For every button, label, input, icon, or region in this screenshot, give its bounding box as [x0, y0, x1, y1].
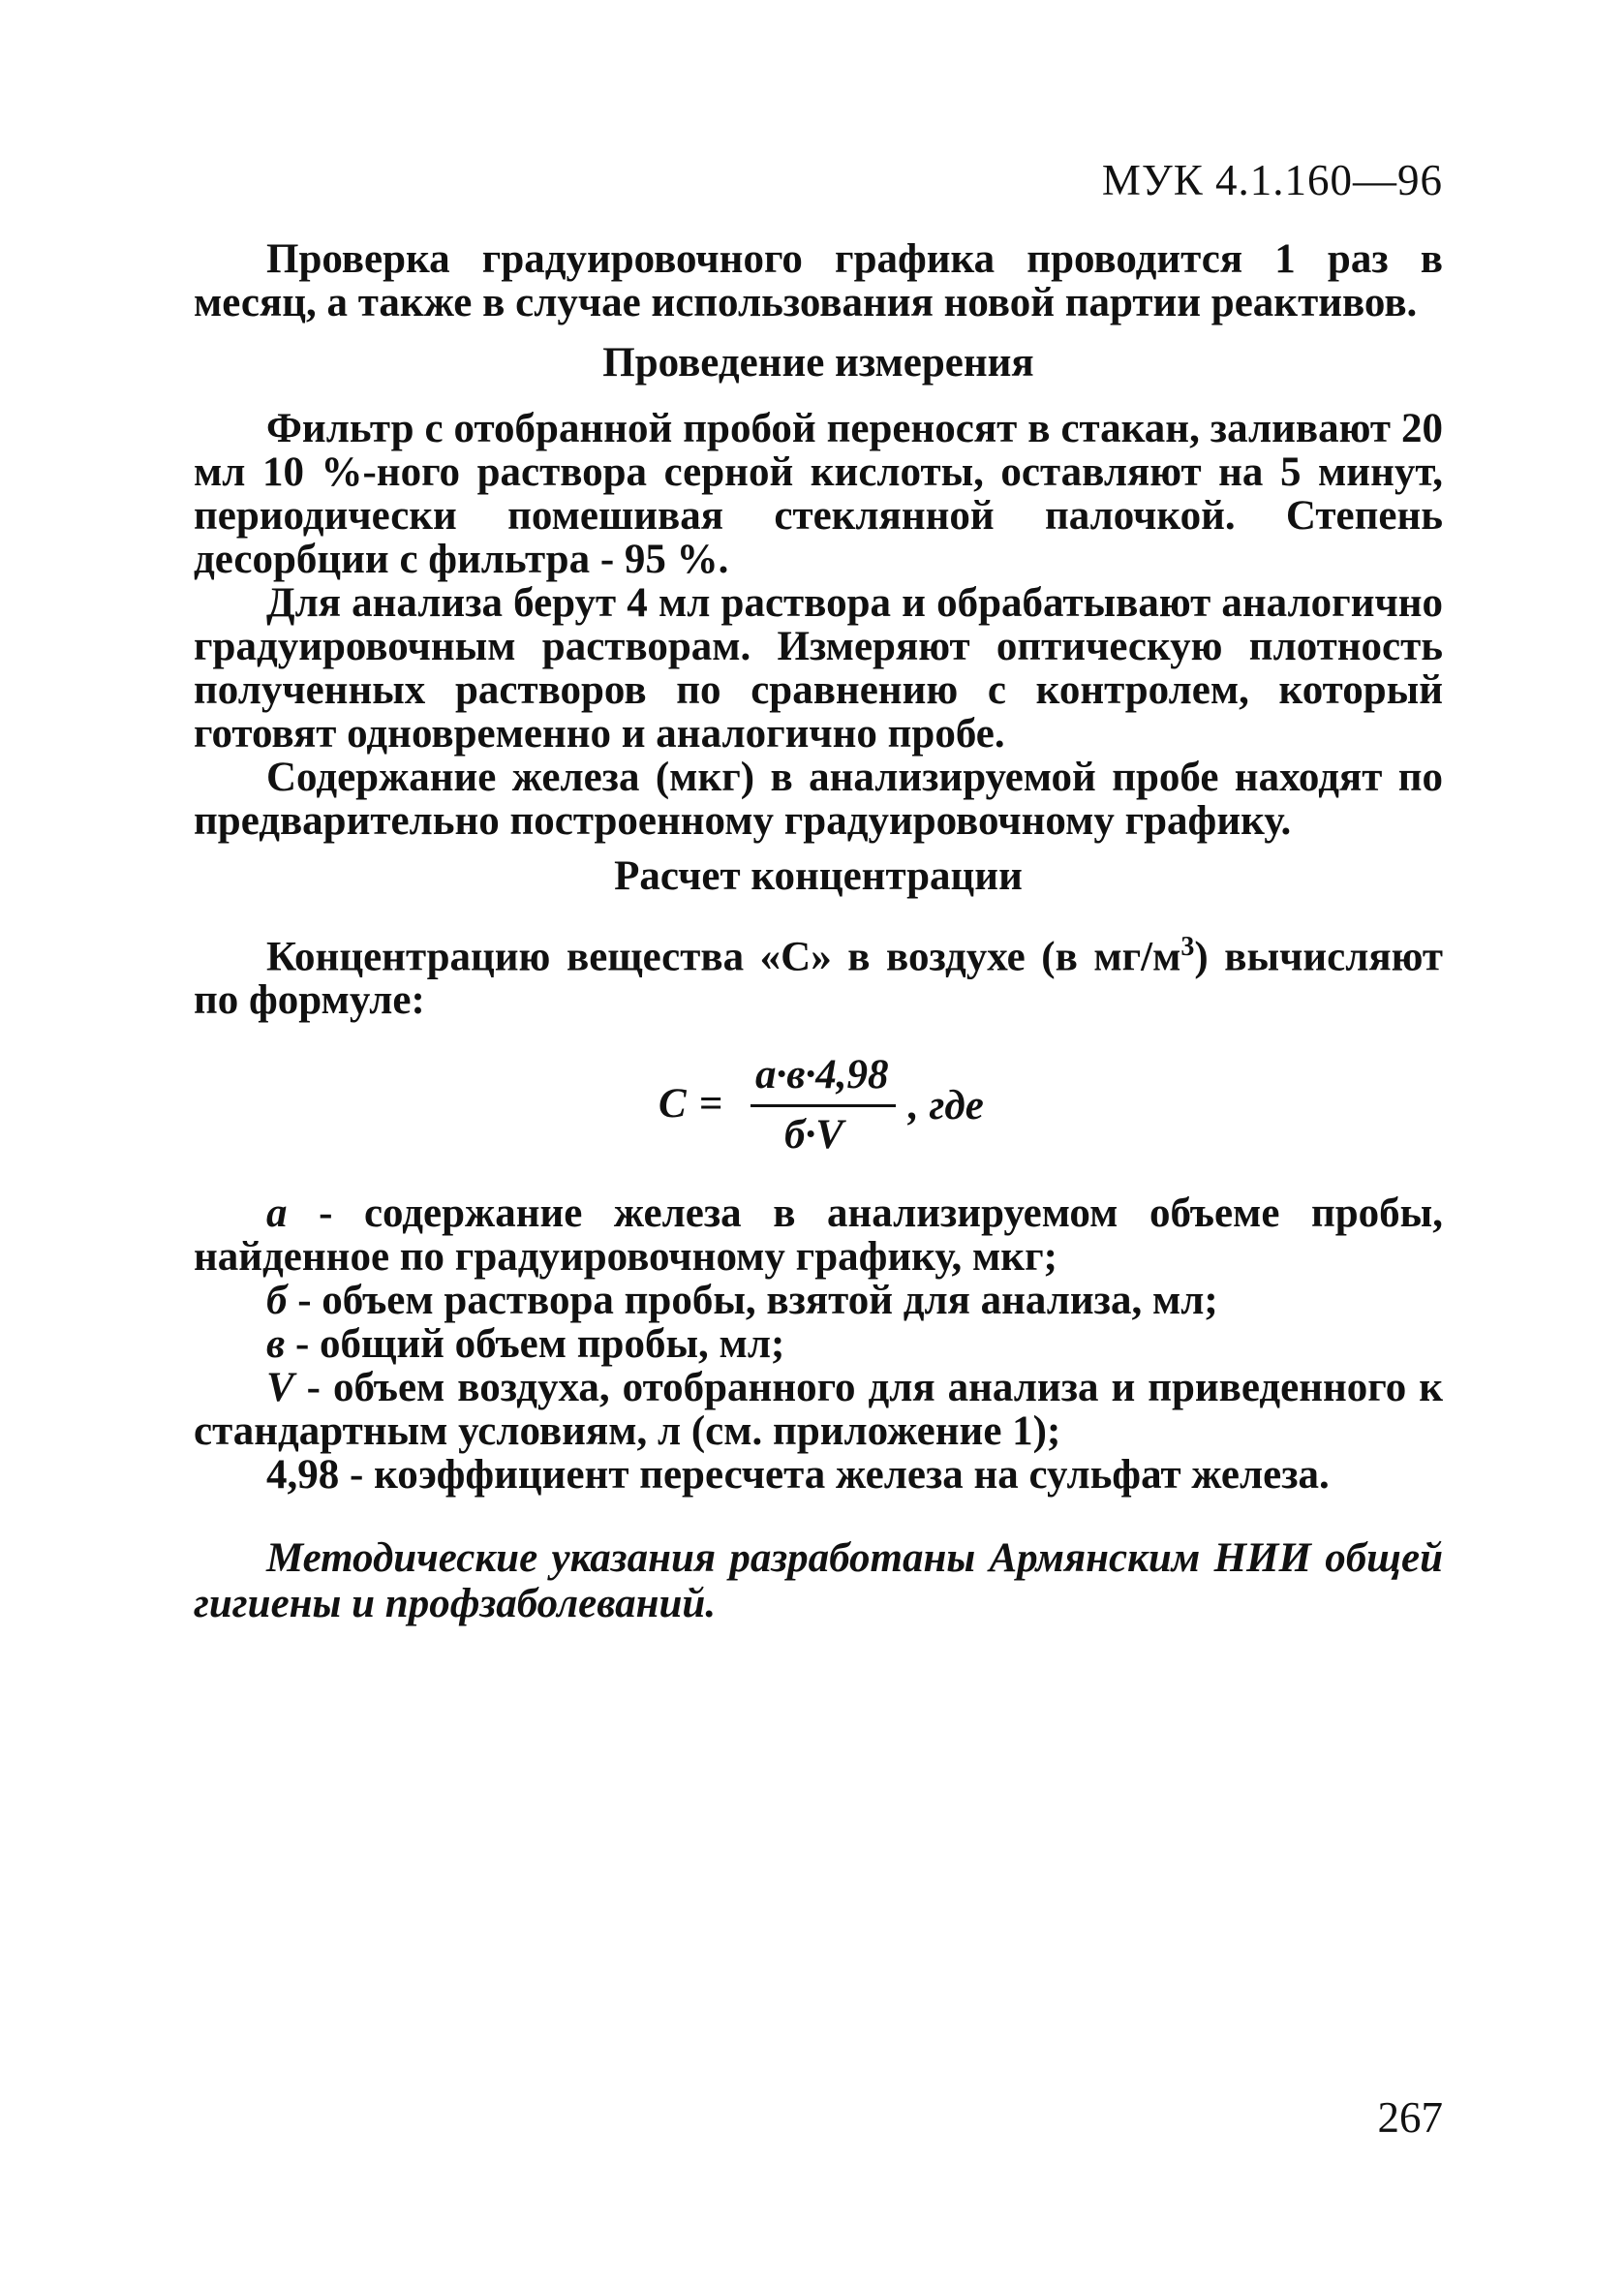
definition-text: - коэффициент пересчета железа на сульфат железа. — [339, 1452, 1330, 1498]
section-heading-measurement: Проведение измерения — [602, 340, 1034, 386]
paragraph-iron-content: Содержание железа (мкг) в анализируемой пробе находят по предварительно построенному градуировочному графику. — [194, 755, 1443, 844]
formula-lhs: С — [659, 1081, 687, 1127]
formula-equals: = — [699, 1081, 723, 1127]
definition-symbol: V — [266, 1365, 294, 1410]
paragraph-calibration-check: Проверка градуировочного графика проводится 1 раз в месяц, а также в случае использования новой партии реактивов. — [194, 236, 1443, 325]
definition-symbol: в — [266, 1321, 286, 1367]
paragraph-filter-procedure: Фильтр с отобранной пробой переносят в стакан, заливают 20 мл 10 %-ного раствора серной кислоты, оставляют на 5 минут, периодически помешивая стеклянной палочкой. Степень десорбции с фильтра - 95 %. — [194, 406, 1443, 582]
formula-numerator: а·в·4,98 — [755, 1052, 889, 1098]
intro-tail: ) вычисляют по формуле: — [194, 934, 1443, 1024]
definition-symbol: а — [266, 1190, 288, 1236]
formula-denominator: б·V — [784, 1112, 843, 1158]
definition-v — [194, 1322, 1443, 1366]
authorship-note: Методические указания разработаны Армянским НИИ общей гигиены и профзаболеваний. — [194, 1535, 1443, 1626]
document-page — [194, 0, 1443, 2288]
fraction-bar — [751, 1104, 896, 1107]
page-number: 267 — [1377, 2093, 1443, 2142]
definition-text: - содержание железа в анализируемом объеме пробы, найденное по градуировочному графику, мкг; — [194, 1190, 1443, 1280]
definition-volume — [194, 1366, 1443, 1453]
definition-text: - объем воздуха, отобранного для анализа и приведенного к стандартным условиям, л (см. приложение 1); — [194, 1365, 1443, 1454]
paragraph-concentration-formula-intro — [194, 925, 1443, 1022]
concentration-formula — [659, 1051, 1046, 1158]
section-heading-concentration: Расчет концентрации — [614, 853, 1023, 899]
definition-text: - общий объем пробы, мл; — [285, 1321, 785, 1367]
intro-text: Концентрацию вещества «С» в воздухе (в мг/м — [266, 934, 1181, 980]
definition-coefficient — [194, 1453, 1443, 1497]
definition-symbol: б — [266, 1278, 288, 1323]
document-code: МУК 4.1.160—96 — [1101, 156, 1443, 204]
paragraph-analysis: Для анализа берут 4 мл раствора и обрабатывают аналогично градуировочным растворам. Измеряют оптическую плотность полученных растворов по сравнению с контролем, который готовят одновременно и аналогично пробе. — [194, 580, 1443, 757]
definition-a — [194, 1191, 1443, 1279]
superscript-3: 3 — [1180, 932, 1195, 962]
definition-text: - объем раствора пробы, взятой для анализа, мл; — [287, 1278, 1218, 1323]
definition-symbol: 4,98 — [266, 1452, 340, 1498]
formula-tail: , где — [908, 1083, 984, 1129]
definition-b — [194, 1279, 1443, 1322]
